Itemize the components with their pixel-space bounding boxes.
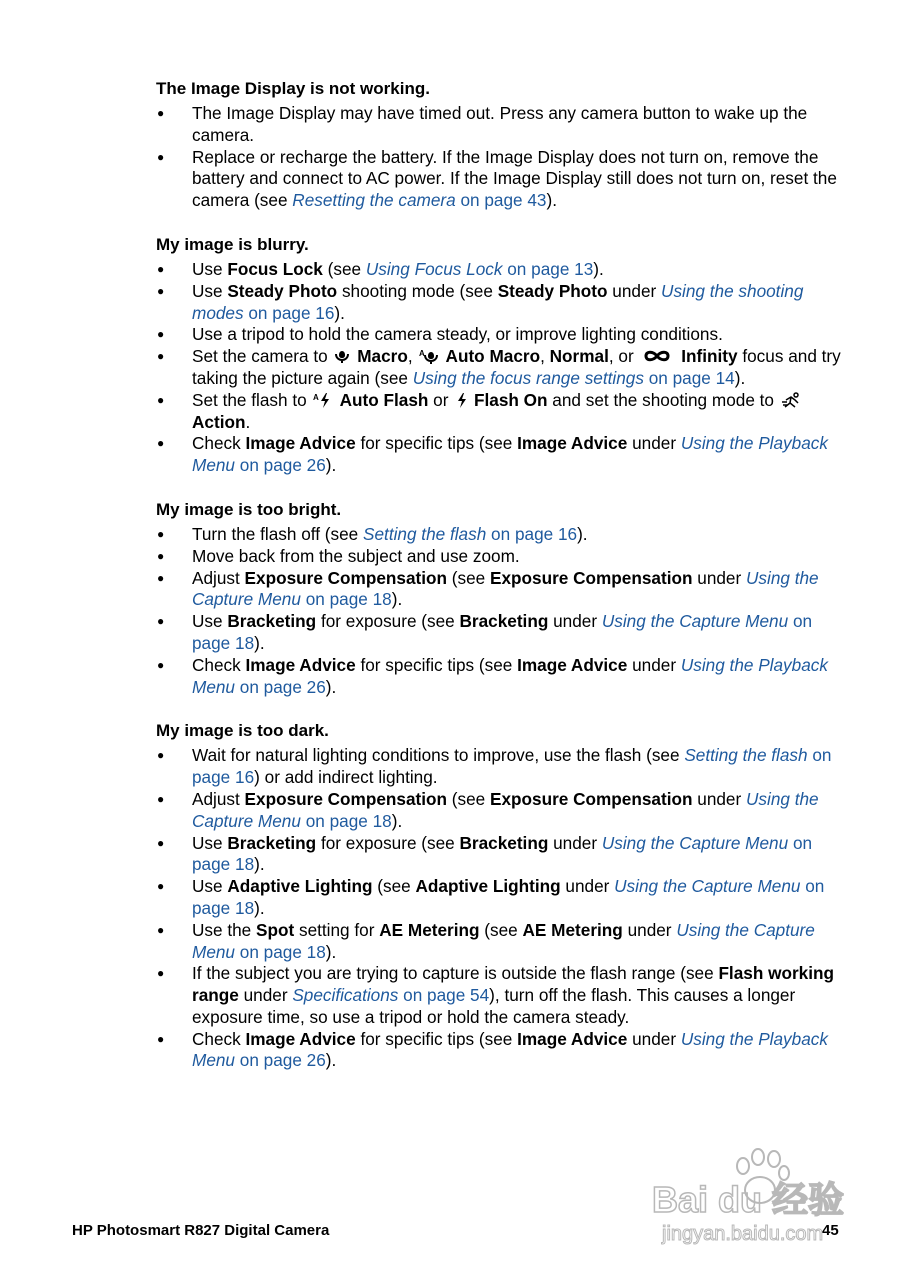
item-text: , — [407, 346, 418, 367]
item-text: under — [560, 876, 615, 897]
list-item — [156, 281, 846, 325]
item-text: Set the flash to — [192, 389, 312, 410]
item-text: Check — [192, 433, 246, 454]
link-title: Using the Capture Menu — [601, 832, 789, 853]
item-bold-term: Image Advice — [517, 654, 628, 675]
item-text: , or — [608, 346, 639, 367]
item-text: under — [238, 985, 293, 1006]
link-page-ref: on page 18 — [300, 589, 392, 610]
item-text: (see — [322, 258, 366, 279]
bullet-list — [156, 524, 846, 698]
item-text: for specific tips (see — [355, 654, 518, 675]
link-title: Using the Playback Menu — [192, 433, 828, 476]
link-page-ref: on page 43 — [455, 190, 547, 211]
item-text: (see — [479, 919, 523, 940]
item-bold-term: Auto Flash — [335, 389, 429, 410]
section-heading: My image is too dark. — [156, 721, 329, 741]
link-page-ref: on page 18 — [192, 876, 825, 918]
item-text: ). — [577, 523, 588, 544]
link-title: Using the Playback Menu — [192, 1028, 828, 1071]
item-text: ). — [734, 367, 746, 388]
item-bold-term: Bracketing — [459, 832, 549, 853]
item-text: Adjust — [192, 788, 245, 809]
section-heading: The Image Display is not working. — [156, 79, 430, 98]
list-item — [156, 789, 846, 833]
item-text: The Image Display may have timed out. Press any camera button to wake up the camera. — [192, 103, 808, 145]
item-bold-term: Bracketing — [227, 611, 317, 632]
item-text: focus and try taking the picture again (see — [192, 346, 841, 388]
item-text: Use the — [192, 919, 257, 940]
link-page-ref: on page 16 — [243, 302, 335, 323]
item-text: ). — [391, 810, 403, 831]
footer-page-number: 45 — [822, 1222, 839, 1239]
item-bold-term: Exposure Compensation — [244, 788, 448, 809]
item-bold-term: Flash working range — [192, 963, 834, 1006]
item-bold-term: Focus Lock — [227, 258, 323, 279]
item-text: under — [627, 1028, 681, 1049]
list-item — [156, 147, 846, 212]
item-text: (see — [447, 788, 491, 809]
list-item — [156, 568, 846, 612]
item-text: ). — [334, 302, 345, 323]
cross-reference-link[interactable] — [366, 259, 593, 279]
bullet-list — [156, 259, 846, 477]
list-item — [156, 103, 846, 147]
item-bold-term: AE Metering — [522, 919, 623, 940]
item-text: under — [548, 832, 602, 853]
macro-icon — [334, 348, 350, 364]
item-text: under — [548, 611, 602, 632]
link-page-ref: on page 18 — [300, 810, 392, 831]
item-bold-term: Auto Macro — [441, 346, 541, 367]
item-bold-term: Adaptive Lighting — [415, 876, 561, 897]
item-text: under — [622, 919, 677, 940]
item-text: Check — [192, 654, 246, 675]
item-text: ). — [254, 854, 265, 875]
item-text: Use — [192, 611, 228, 632]
link-title: Using the Capture Menu — [614, 876, 801, 897]
item-text: Use — [192, 832, 228, 853]
item-text: ). — [325, 941, 337, 962]
watermark-url: jingyan.baidu.com — [662, 1223, 824, 1245]
link-page-ref: on page 18 — [192, 611, 813, 653]
item-text: ). — [546, 190, 557, 211]
item-bold-term: Image Advice — [517, 1028, 628, 1049]
item-text: and set the shooting mode to — [547, 389, 779, 410]
link-page-ref: on page 18 — [235, 941, 326, 962]
link-page-ref: on page 14 — [643, 367, 735, 388]
section — [156, 234, 846, 477]
item-text: under — [692, 567, 746, 588]
item-bold-term: Exposure Compensation — [244, 567, 448, 588]
item-text: Use — [192, 876, 228, 897]
item-text: ) or add indirect lighting. — [254, 767, 438, 788]
item-bold-term: Steady Photo — [227, 280, 338, 301]
item-text: setting for — [294, 919, 380, 940]
item-bold-term: Normal — [549, 346, 609, 367]
baidu-jingyan-watermark — [650, 1140, 880, 1248]
link-title: Using the shooting modes — [192, 280, 804, 323]
list-item — [156, 920, 846, 964]
list-item — [156, 876, 846, 920]
cross-reference-link[interactable] — [413, 368, 735, 388]
bullet-list — [156, 745, 846, 1072]
item-text: under — [692, 788, 746, 809]
item-bold-term: Exposure Compensation — [490, 567, 693, 588]
item-bold-term: Bracketing — [227, 832, 317, 853]
item-text: Use — [192, 258, 228, 279]
item-text: Move back from the subject and use zoom. — [192, 545, 520, 566]
cross-reference-link[interactable] — [363, 524, 577, 544]
item-bold-term: Macro — [352, 346, 408, 367]
item-text: ). — [325, 676, 337, 697]
item-bold-term: Bracketing — [459, 611, 549, 632]
item-text: for specific tips (see — [355, 433, 518, 454]
section — [156, 499, 846, 698]
list-item — [156, 433, 846, 477]
item-text: for exposure (see — [316, 611, 460, 632]
section-heading: My image is blurry. — [156, 234, 309, 254]
item-text: (see — [372, 876, 416, 897]
infinity-icon — [640, 348, 674, 364]
item-text: , — [540, 346, 550, 367]
item-bold-term: Action — [192, 411, 246, 432]
footer-product-name: HP Photosmart R827 Digital Camera — [72, 1222, 330, 1239]
item-text: for exposure (see — [316, 832, 460, 853]
item-text: Check — [192, 1028, 246, 1049]
list-item — [156, 324, 846, 346]
item-text: under — [627, 654, 681, 675]
link-page-ref: on page 18 — [192, 832, 813, 875]
section — [156, 720, 846, 1072]
cross-reference-link[interactable] — [292, 985, 489, 1005]
item-text: ). — [325, 455, 337, 476]
list-item — [156, 963, 846, 1028]
item-text: ). — [325, 1050, 337, 1071]
list-item — [156, 390, 846, 434]
list-item — [156, 346, 846, 390]
item-bold-term: Image Advice — [517, 433, 628, 454]
item-text: . — [245, 411, 251, 432]
link-title: Using the Capture Menu — [192, 567, 819, 610]
section — [156, 78, 846, 212]
list-item — [156, 833, 846, 877]
item-text: under — [627, 433, 681, 454]
item-text: Replace or recharge the battery. If the Image Display does not turn on, remove the battery and connect to AC power. If the Image Display still does not turn on, reset the camera (see — [192, 146, 837, 211]
link-page-ref: on page 16 — [486, 523, 578, 544]
item-bold-term: Image Advice — [245, 654, 356, 675]
cross-reference-link[interactable] — [292, 190, 546, 210]
item-text: (see — [447, 567, 491, 588]
link-page-ref: on page 13 — [502, 258, 594, 279]
link-title: Using Focus Lock — [365, 258, 503, 279]
item-bold-term: Image Advice — [245, 1028, 356, 1049]
item-bold-term: Steady Photo — [497, 280, 608, 301]
list-item — [156, 1029, 846, 1073]
item-text: shooting mode (see — [337, 280, 498, 301]
item-text: ). — [391, 589, 403, 610]
link-title: Using the Playback Menu — [192, 654, 828, 697]
item-text: ). — [593, 258, 604, 279]
item-text: Turn the flash off (see — [192, 523, 364, 544]
item-text: Set the camera to — [192, 346, 333, 367]
item-text: Wait for natural lighting conditions to improve, use the flash (see — [192, 745, 685, 766]
list-item — [156, 745, 846, 789]
section-heading: My image is too bright. — [156, 499, 342, 519]
item-text: Adjust — [192, 567, 245, 588]
list-item — [156, 524, 846, 546]
link-title: Resetting the camera — [292, 190, 456, 211]
item-text: under — [607, 280, 662, 301]
item-text: Use — [192, 280, 228, 301]
list-item — [156, 611, 846, 655]
link-title: Using the Capture Menu — [192, 919, 815, 962]
item-bold-term: AE Metering — [379, 919, 480, 940]
item-bold-term: Exposure Compensation — [490, 788, 693, 809]
auto-flash-icon — [313, 392, 333, 408]
item-bold-term: Flash On — [469, 389, 548, 410]
item-text: If the subject you are trying to capture is outside the flash range (see — [192, 963, 719, 984]
link-title: Using the Capture Menu — [192, 788, 819, 831]
item-text: for specific tips (see — [355, 1028, 518, 1049]
auto-macro-icon — [419, 348, 439, 364]
item-text: Use a tripod to hold the camera steady, or improve lighting conditions. — [192, 324, 723, 345]
list-item — [156, 546, 846, 568]
link-page-ref: on page 16 — [192, 745, 832, 788]
link-title: Setting the flash — [684, 745, 808, 766]
link-page-ref: on page 54 — [398, 985, 490, 1006]
item-bold-term: Adaptive Lighting — [227, 876, 373, 897]
list-item — [156, 259, 846, 281]
item-text: ). — [254, 632, 265, 653]
item-text: or — [428, 389, 454, 410]
page-content — [156, 78, 846, 1094]
flash-on-icon — [455, 392, 467, 408]
link-title: Setting the flash — [363, 523, 487, 544]
item-bold-term: Infinity — [676, 346, 738, 367]
list-item — [156, 655, 846, 699]
link-page-ref: on page 26 — [235, 1050, 326, 1071]
action-icon — [781, 392, 803, 408]
link-title: Using the focus range settings — [412, 367, 644, 388]
bullet-list — [156, 103, 846, 212]
link-page-ref: on page 26 — [235, 455, 326, 476]
link-title: Using the Capture Menu — [601, 611, 789, 632]
item-bold-term: Spot — [256, 919, 295, 940]
link-page-ref: on page 26 — [235, 676, 326, 697]
item-text: ), turn off the flash. This causes a longer exposure time, so use a tripod or hold the camera steady. — [192, 985, 796, 1027]
svg-text:A: A — [419, 349, 426, 359]
item-bold-term: Image Advice — [245, 433, 356, 454]
link-title: Specifications — [292, 985, 399, 1006]
watermark-brand: Bai du 经验 — [652, 1179, 845, 1220]
svg-text:A: A — [313, 392, 320, 402]
item-text: ). — [254, 897, 265, 918]
